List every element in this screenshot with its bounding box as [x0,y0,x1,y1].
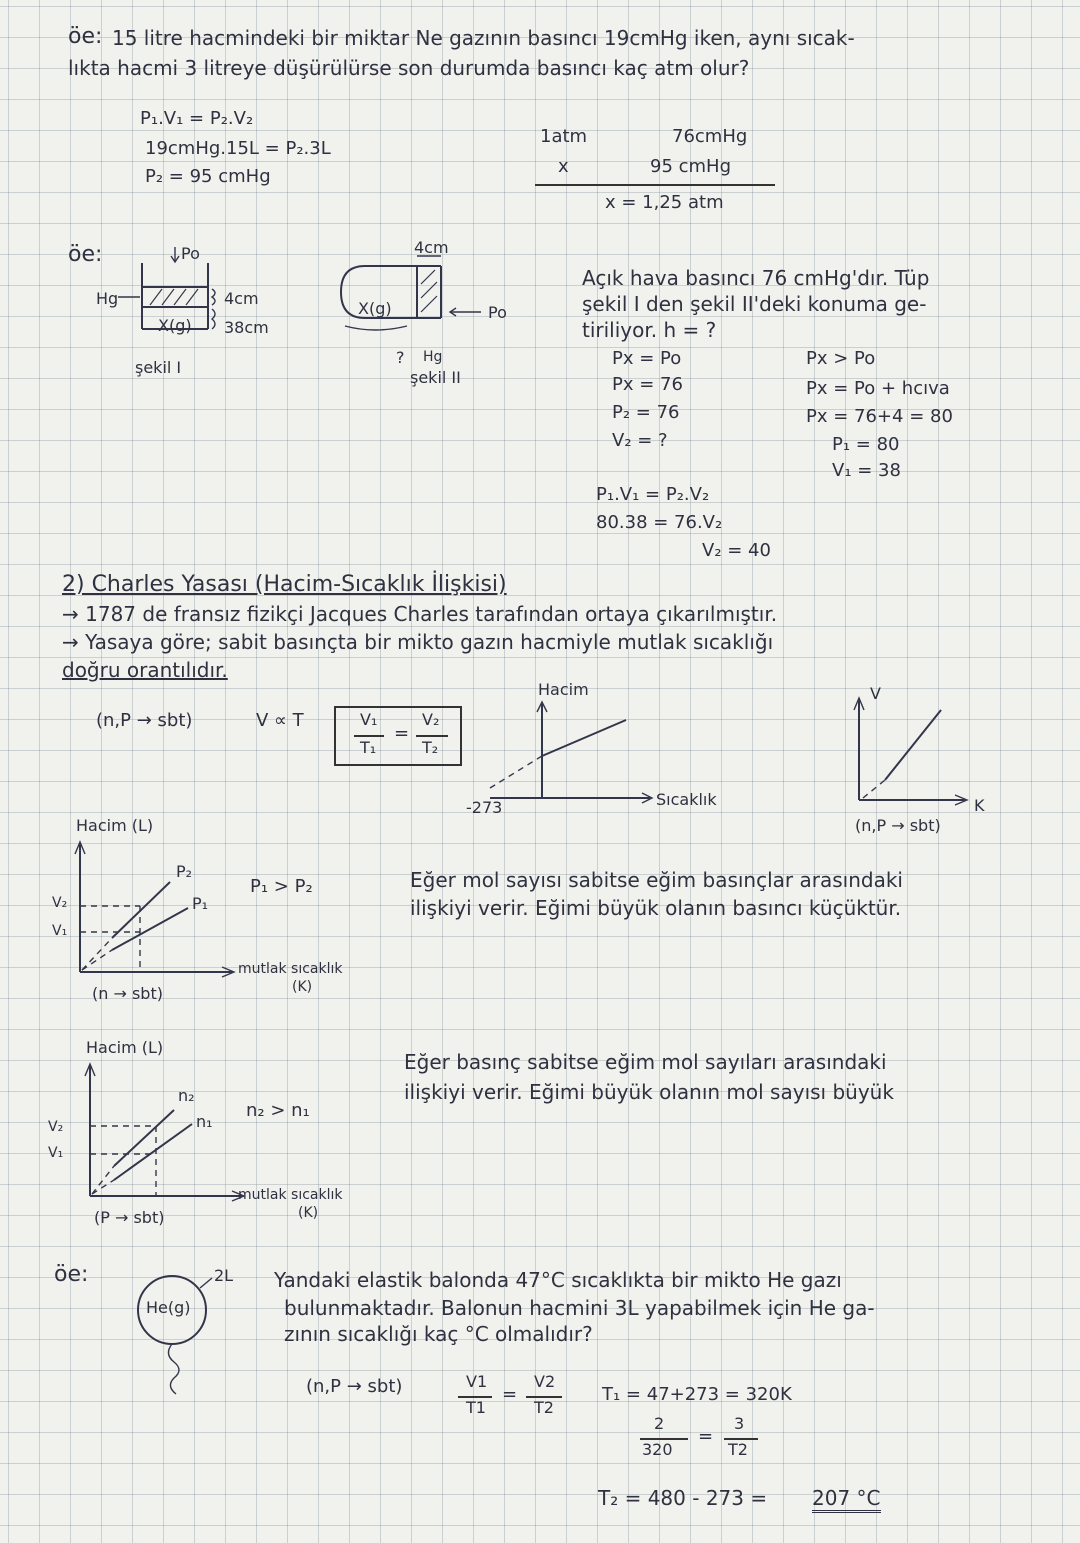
charles-paragraph-line: → Yasaya göre; sabit basınçta bir mikto gazın hacmiyle mutlak sıcaklığı [62,630,774,654]
extrapolation-line [490,756,542,788]
ratio-t1: T1 [466,1398,486,1417]
mole-explanation-line: ilişkiyi verir. Eğimi büyük olanın mol sayısı büyük [404,1080,894,1104]
pressure-graph-xlabel: mutlak sıcaklık [238,961,343,977]
mole-relation: n₂ > n₁ [246,1100,310,1121]
volume-line [885,710,941,780]
example-1-work-line: 19cmHg.15L = P₂.3L [145,138,331,159]
pressure-explanation-line: ilişkiyi verir. Eğimi büyük olanın basıncı küçüktür. [410,896,902,920]
ratio-t2: T2 [534,1398,554,1417]
fig2-work-line: Px = Po [612,348,682,369]
fig2-work-line: Px = 76 [612,374,683,395]
eq-t2: T2 [728,1440,748,1459]
tube-figure-1 [90,245,300,385]
solve-line: 80.38 = 76.V₂ [596,512,723,533]
fig2-work-line: P₂ = 76 [612,402,680,423]
charles-heading: 2) Charles Yasası (Hacim-Sıcaklık İlişkisi) [62,572,507,597]
charles-paragraph-line: → 1787 de fransız fizikçi Jacques Charles tarafından ortaya çıkarılmıştır. [62,602,778,626]
fig2-po-label: Po [488,303,507,322]
fig1-mercury-length: 4cm [224,289,259,308]
volume-line [542,720,626,756]
mole-graph-v2: V₂ [48,1119,64,1135]
example-2-text-line: şekil I den şekil II'deki konuma ge- [582,292,927,316]
fig2-question: ? [396,348,405,367]
formula-bar [354,735,384,737]
charles-proportion: V ∝ T [256,710,304,731]
kelvin-graph-ylabel: V [870,684,881,703]
eq-2: 2 [654,1414,665,1433]
fig1-gas-length: 38cm [224,318,269,337]
kelvin-graph-xlabel: K [974,796,985,815]
pressure-relation: P₁ > P₂ [250,876,313,897]
mole-graph-n2: n₂ [178,1086,195,1105]
example-1-label: öe: [68,24,103,49]
pressure-explanation-line: Eğer mol sayısı sabitse eğim basınçlar arasındaki [410,868,903,892]
fig2-mercury-length: 4cm [414,238,449,257]
fig2-gas-label: X(g) [358,299,392,318]
fig1-po-label: Po [181,244,200,263]
example-1-question-line-1: 15 litre hacmindeki bir miktar Ne gazının basıncı 19cmHg iken, aynı sıcak- [112,26,855,50]
conversion-divider [535,184,775,186]
charles-paragraph-line: doğru orantılıdır. [62,658,228,682]
fig1-work-line: Px = 76+4 = 80 [806,406,953,427]
example-2-label: öe: [68,242,103,267]
eq-320: 320 [642,1440,673,1459]
fig1-caption: şekil I [135,358,182,377]
charles-condition: (n,P → sbt) [96,710,193,731]
mole-graph-v1: V₁ [48,1145,64,1161]
solve-line: V₂ = 40 [702,540,771,561]
example-1-work-line: P₁.V₁ = P₂.V₂ [140,108,254,129]
celsius-graph-ylabel: Hacim [538,680,589,699]
mole-graph-condition: (P → sbt) [94,1208,165,1227]
balloon-volume: 2L [214,1266,234,1285]
fig1-work-line: Px = Po + hcıva [806,378,950,399]
example-3-text-line: Yandaki elastik balonda 47°C sıcaklıkta bir mikto He gazı [274,1268,842,1292]
formula-t2: T₂ [422,738,439,757]
ratio-v1: V1 [466,1372,488,1391]
kelvin-graph-condition: (n,P → sbt) [855,816,941,835]
example-3-label: öe: [54,1262,89,1287]
formula-v2: V₂ [422,710,440,729]
solve-line: P₁.V₁ = P₂.V₂ [596,484,710,505]
pressure-graph-v1: V₁ [52,923,68,939]
balloon-figure [130,1268,240,1398]
formula-bar [416,735,448,737]
example-2-text-line: Açık hava basıncı 76 cmHg'dır. Tüp [582,266,930,290]
example-1-question-line-2: lıkta hacmi 3 litreye düşürülürse son durumda basıncı kaç atm olur? [68,56,750,80]
celsius-graph-xlabel: Sıcaklık [656,790,717,809]
conversion-95cmhg: 95 cmHg [650,156,732,177]
mole-graph-xunit: (K) [298,1205,319,1221]
celsius-graph-x0: -273 [466,798,503,817]
p1-line [112,908,188,950]
example-3-condition: (n,P → sbt) [306,1376,403,1397]
fig1-gas-label: X(g) [158,316,192,335]
formula-v1: V₁ [360,710,378,729]
conversion-result: x = 1,25 atm [605,192,724,213]
conversion-76cmhg: 76cmHg [672,126,748,147]
final-answer: 207 °C [812,1488,881,1513]
pressure-graph-condition: (n → sbt) [92,984,163,1003]
eq-3: 3 [734,1414,745,1433]
balloon-label: He(g) [146,1298,191,1317]
fig1-hg-label: Hg [96,289,119,308]
eq-equals: = [698,1426,714,1447]
mole-graph-ylabel: Hacim (L) [86,1038,164,1057]
fig2-hg-label: Hg [423,349,443,365]
fig2-caption: şekil II [410,368,461,387]
fig1-work-line: P₁ = 80 [832,434,900,455]
fig1-work-line: V₁ = 38 [832,460,901,481]
example-2-text-line: tiriliyor. h = ? [582,318,717,342]
pressure-graph-xunit: (K) [292,979,313,995]
example-3-text-line: bulunmaktadır. Balonun hacmini 3L yapabilmek için He ga- [284,1296,875,1320]
ratio-equals: = [502,1384,518,1405]
pressure-graph-p1: P₁ [192,894,209,913]
fig1-work-line: Px > Po [806,348,876,369]
example-3-text-line: zının sıcaklığı kaç °C olmalıdır? [284,1322,593,1346]
p2-line [112,882,170,938]
example-1-work-line: P₂ = 95 cmHg [145,166,271,187]
t1-calculation: T₁ = 47+273 = 320K [602,1384,792,1405]
conversion-1atm: 1atm [540,126,588,147]
conversion-x: x [558,156,569,177]
formula-equals: = [394,723,410,744]
mole-explanation-line: Eğer basınç sabitse eğim mol sayıları arasındaki [404,1050,887,1074]
n1-line [114,1124,192,1180]
mole-graph-n1: n₁ [196,1112,213,1131]
extrapolation-line [863,780,885,798]
pressure-graph-p2: P₂ [176,862,193,881]
ratio-v2: V2 [534,1372,556,1391]
pressure-graph-ylabel: Hacim (L) [76,816,154,835]
mole-graph-xlabel: mutlak sıcaklık [238,1187,343,1203]
pressure-graph-v2: V₂ [52,895,68,911]
charles-formula-box [334,706,462,766]
fig2-work-line: V₂ = ? [612,430,668,451]
t2-calculation: T₂ = 480 - 273 = [598,1486,768,1510]
formula-t1: T₁ [360,738,377,757]
